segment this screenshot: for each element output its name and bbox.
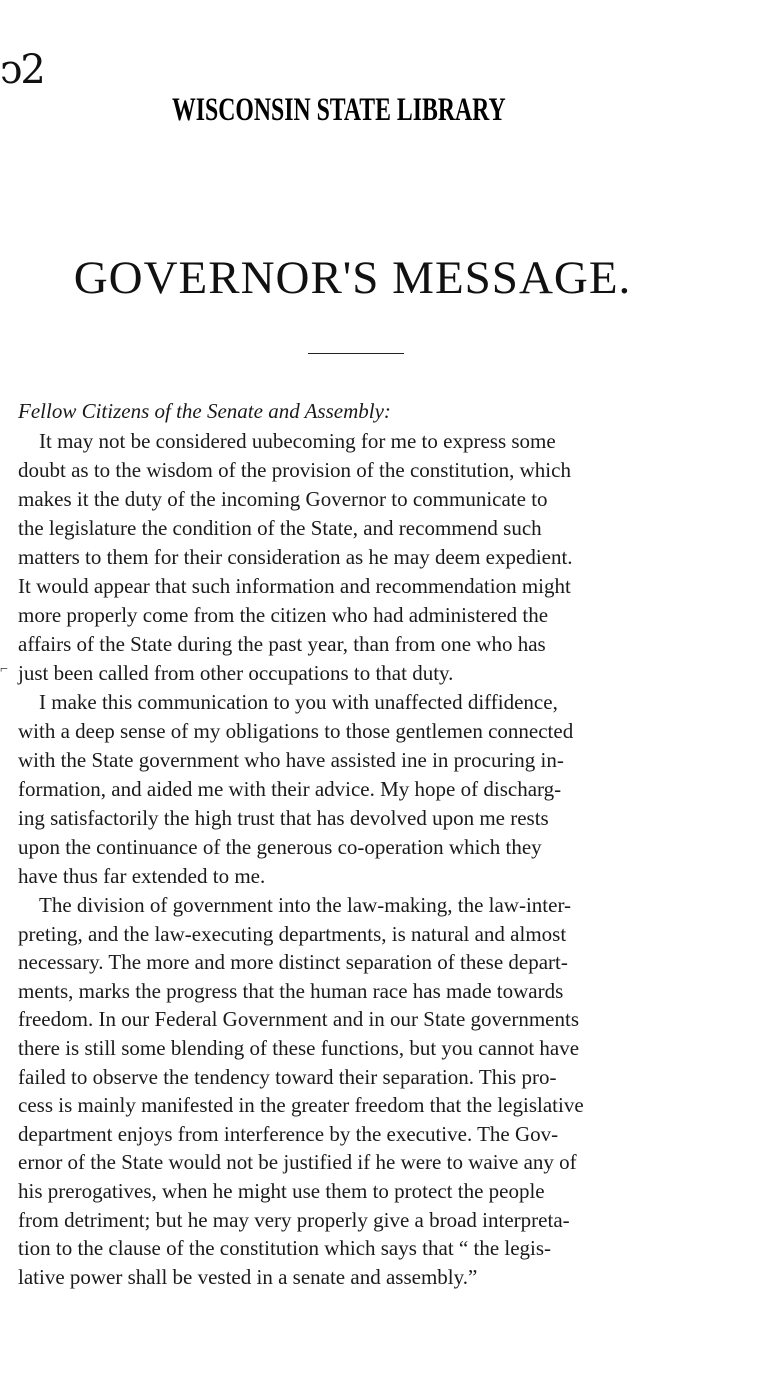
- text-line: failed to observe the tendency toward their separation. This pro-: [18, 1064, 557, 1089]
- handwritten-page-mark: ↄ2: [0, 47, 44, 93]
- title-divider: [308, 353, 404, 354]
- text-line: formation, and aided me with their advice. My hope of discharg-: [18, 777, 562, 801]
- text-line: affairs of the State during the past year, than from one who has: [18, 632, 546, 656]
- text-line: ing satisfactorily the high trust that has devolved upon me rests: [18, 806, 549, 830]
- salutation: Fellow Citizens of the Senate and Assembly:: [18, 399, 391, 423]
- paragraph-2: [18, 688, 678, 891]
- text-line: It would appear that such information and recommendation might: [18, 574, 571, 598]
- text-line: cess is mainly manifested in the greater freedom that the legislative: [18, 1093, 584, 1118]
- text-line: matters to them for their consideration as he may deem expedient.: [18, 545, 573, 569]
- text-line: The division of government into the law-making, the law-inter-: [18, 893, 572, 917]
- text-line: the legislature the condition of the State, and recommend such: [18, 516, 542, 540]
- text-line: preting, and the law-executing departments, is natural and almost: [18, 921, 567, 946]
- text-line: I make this communication to you with unaffected diffidence,: [18, 690, 558, 714]
- paragraph-3: [18, 891, 678, 1291]
- text-line: from detriment; but he may very properly give a broad interpreta-: [18, 1207, 570, 1232]
- text-line: more properly come from the citizen who had administered the: [18, 603, 549, 627]
- text-line: It may not be considered uubecoming for me to express some: [18, 429, 556, 453]
- text-line: there is still some blending of these functions, but you cannot have: [18, 1035, 580, 1060]
- page-title: GOVERNOR'S MESSAGE.: [73, 252, 632, 304]
- text-line: his prerogatives, when he might use them to protect the people: [18, 1178, 545, 1203]
- text-line: makes it the duty of the incoming Governor to communicate to: [18, 487, 548, 511]
- text-line: department enjoys from interference by the executive. The Gov-: [18, 1121, 559, 1146]
- text-line: freedom. In our Federal Government and in our State governments: [18, 1007, 580, 1032]
- text-line: have thus far extended to me.: [18, 864, 266, 888]
- library-stamp: WISCONSIN STATE LIBRARY: [172, 92, 506, 128]
- text-line: with the State government who have assisted ine in procuring in-: [18, 748, 564, 772]
- text-line: tion to the clause of the constitution which says that “ the legis-: [18, 1236, 552, 1261]
- paragraph-1: [18, 427, 678, 688]
- margin-mark: ⌐: [0, 662, 8, 677]
- text-line: doubt as to the wisdom of the provision of the constitution, which: [18, 458, 571, 482]
- text-line: ments, marks the progress that the human race has made towards: [18, 978, 564, 1003]
- text-line: necessary. The more and more distinct separation of these depart-: [18, 950, 568, 975]
- text-line: upon the continuance of the generous co-operation which they: [18, 835, 542, 859]
- text-line: with a deep sense of my obligations to those gentlemen connected: [18, 719, 574, 743]
- text-line: lative power shall be vested in a senate and assembly.”: [18, 1264, 478, 1289]
- text-line: ernor of the State would not be justified if he were to waive any of: [18, 1150, 577, 1175]
- text-line: just been called from other occupations to that duty.: [18, 661, 454, 685]
